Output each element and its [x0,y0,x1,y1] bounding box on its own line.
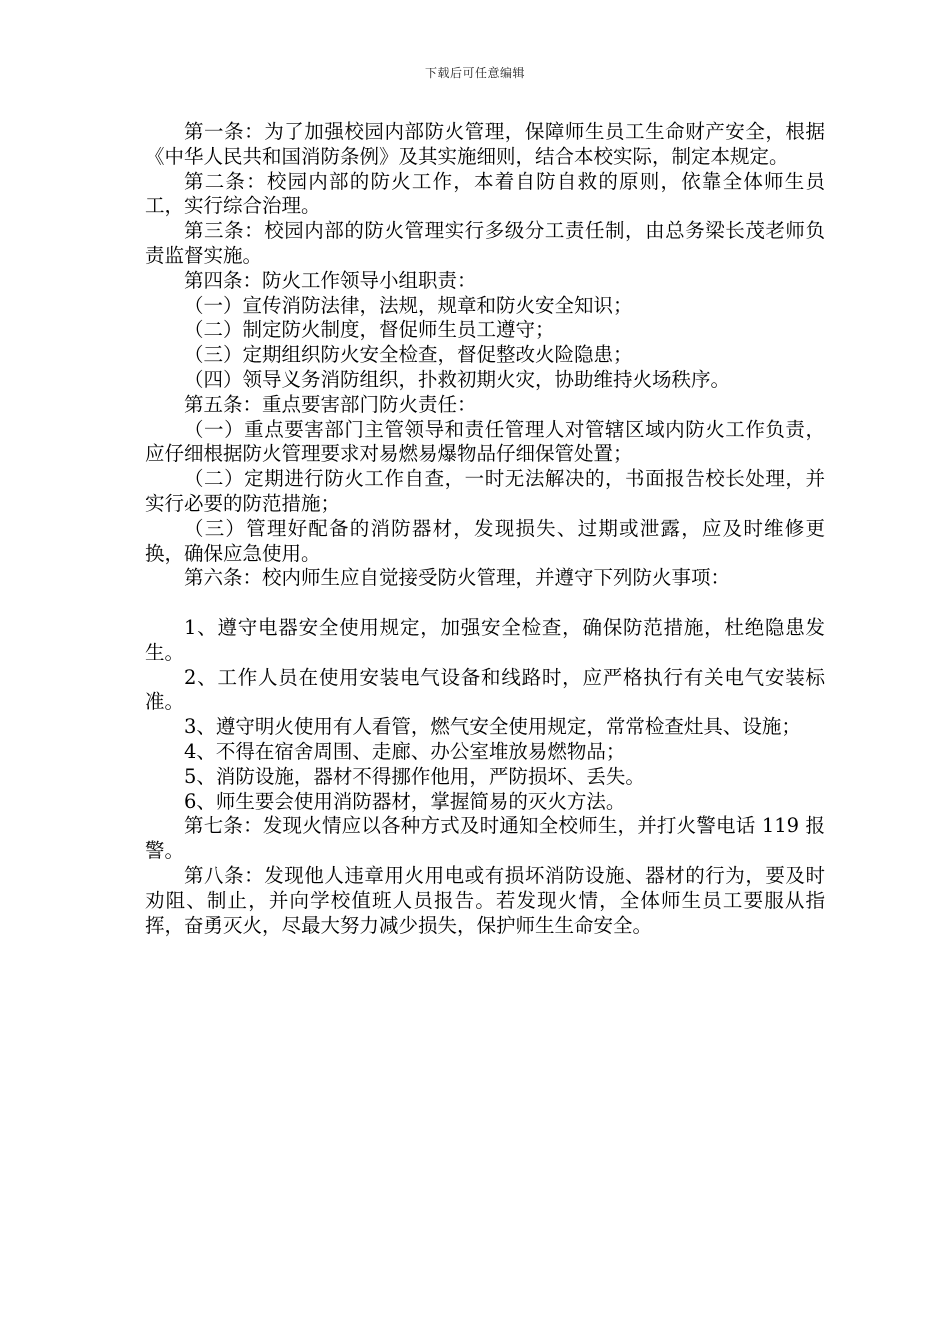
article-5-item-1: （一）重点要害部门主管领导和责任管理人对管辖区域内防火工作负责，应仔细根据防火管理要求对易燃易爆物品仔细保管处置； [145,417,825,466]
article-4-item-1: （一）宣传消防法律，法规，规章和防火安全知识； [184,293,633,317]
article-4-item-3: （三）定期组织防火安全检查，督促整改火险隐患； [184,343,633,367]
article-6-rule-6: 6、师生要会使用消防器材，掌握简易的灭火方法。 [184,789,626,813]
article-6-rule-1: 1、遵守电器安全使用规定，加强安全检查，确保防范措施，杜绝隐患发生。 [145,615,825,664]
article-5-item-3: （三）管理好配备的消防器材，发现损失、过期或泄露，应及时维修更换，确保应急使用。 [145,516,825,565]
article-6-rule-4: 4、不得在宿舍周围、走廊、办公室堆放易燃物品； [184,739,626,763]
article-7: 第七条：发现火情应以各种方式及时通知全校师生，并打火警电话 119 报警。 [145,814,825,863]
article-5-item-2: （二）定期进行防火工作自查，一时无法解决的，书面报告校长处理，并实行必要的防范措施； [145,467,825,515]
article-6-rule-3: 3、遵守明火使用有人看管，燃气安全使用规定，常常检查灶具、设施； [184,715,801,739]
article-8: 第八条：发现他人违章用火用电或有损坏消防设施、器材的行为，要及时劝阻、制止，并向学校值班人员报告。若发现火情，全体师生员工要服从指挥，奋勇灭火，尽最大努力减少损失，保护师生生命安全。 [145,863,825,937]
article-6-rule-2: 2、工作人员在使用安装电气设备和线路时，应严格执行有关电气安装标准。 [145,665,825,714]
article-4-item-4: （四）领导义务消防组织，扑救初期火灾，协助维持火场秩序。 [184,367,731,391]
document-body [145,120,825,938]
blank-line [145,591,825,616]
article-6: 第六条：校内师生应自觉接受防火管理，并遵守下列防火事项： [184,566,731,590]
article-1: 第一条：为了加强校园内部防火管理，保障师生员工生命财产安全，根据《中华人民共和国消防条例》及其实施细则，结合本校实际，制定本规定。 [145,120,825,168]
article-3: 第三条：校园内部的防火管理实行多级分工责任制，由总务梁长茂老师负责监督实施。 [145,219,825,267]
page-header-note: 下载后可任意编辑 [424,66,525,80]
article-4: 第四条：防火工作领导小组职责： [184,268,477,292]
article-5: 第五条：重点要害部门防火责任： [184,392,477,416]
article-2: 第二条：校园内部的防火工作，本着自防自救的原则，依靠全体师生员工，实行综合治理。 [145,169,825,218]
article-6-rule-5: 5、消防设施，器材不得挪作他用，严防损坏、丢失。 [184,764,645,788]
article-4-item-2: （二）制定防火制度，督促师生员工遵守； [184,318,555,342]
